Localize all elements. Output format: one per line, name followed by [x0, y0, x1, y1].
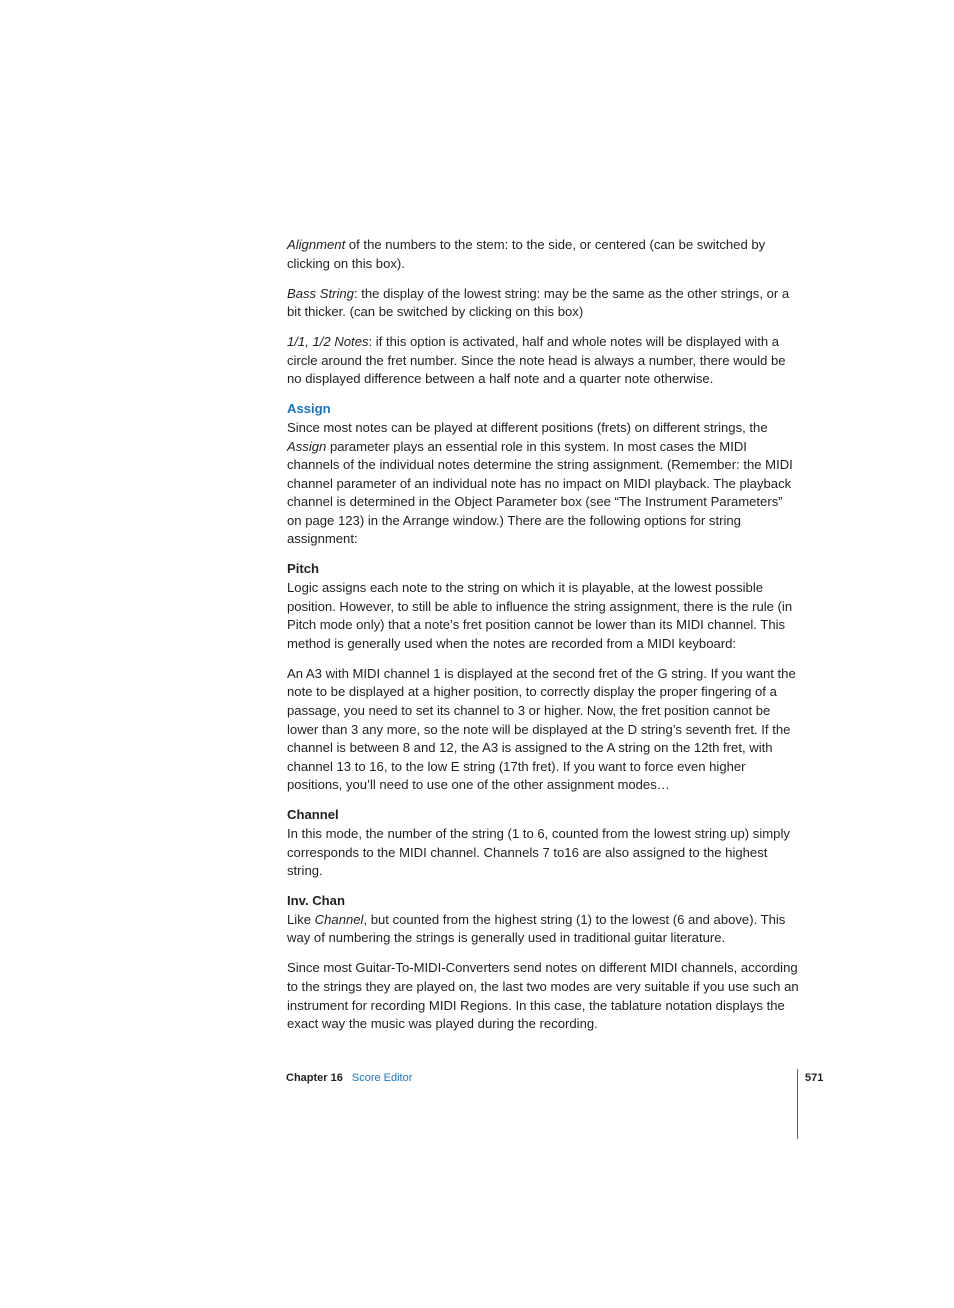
page-divider-rule: [797, 1069, 798, 1139]
alignment-term: Alignment: [287, 237, 346, 252]
inv-chan-text-before: Like: [287, 911, 315, 927]
inv-chan-term: Channel: [314, 911, 364, 927]
inv-chan-text-after: , but counted from the highest string (1) to the lowest (6 and above). This way of numbering the strings is generally used in traditional guitar literature.: [287, 911, 786, 946]
page-footer: [286, 1070, 412, 1086]
chapter-label: Chapter 16: [286, 1072, 343, 1084]
chapter-title: Score Editor: [351, 1072, 413, 1084]
page-number: 571: [805, 1072, 824, 1084]
assign-text-after: parameter plays an essential role in this system. In most cases the MIDI channels of the individual notes determine the string assignment. (Remember: the MIDI channel parameter of an individual note has no impact on MIDI playback. The playback channel is determined in the Object Parameter box (see “The Instrument Parameters” on page 123) in the Arrange window.) There are the following options for string assignment:: [287, 438, 793, 547]
pitch-heading: Pitch: [287, 561, 320, 577]
alignment-paragraph: [287, 236, 799, 273]
channel-paragraph: In this mode, the number of the string (1 to 6, counted from the lowest string up) simply corresponds to the MIDI channel. Channels 7 to16 are also assigned to the highest string.: [287, 825, 790, 879]
notes-paragraph: [287, 333, 799, 389]
alignment-text: of the numbers to the stem: to the side, or centered (can be switched by clicking on this box).: [287, 237, 766, 271]
closing-paragraph: Since most Guitar-To-MIDI-Converters send notes on different MIDI channels, according to the strings they are played on, the last two modes are very suitable if you use such an instrument for recording MIDI Regions. In this case, the tablature notation displays the exact way the music was played during the recording.: [287, 960, 799, 1032]
channel-heading: Channel: [287, 807, 339, 823]
bass-string-paragraph: [287, 285, 799, 322]
assign-paragraph: [287, 419, 799, 549]
inv-chan-heading: Inv. Chan: [287, 893, 345, 909]
assign-term: Assign: [287, 438, 327, 454]
pitch-example-paragraph: An A3 with MIDI channel 1 is displayed at the second fret of the G string. If you want the note to be displayed at a higher position, to correctly display the proper fingering of a passage, you need to set its channel to 3 or higher. Now, the fret position cannot be lower than 3 any more, so the note will be displayed at the D string’s seventh fret. If the channel is between 8 and 12, the A3 is assigned to the A string on the 12th fret, with channel 13 to 16, to the low E string (17th fret). If you want to force even higher positions, you’ll need to use one of the other assignment modes…: [287, 665, 796, 793]
inv-chan-paragraph: [287, 911, 799, 948]
bass-string-text: : the display of the lowest string: may be the same as the other strings, or a bit thicker. (can be switched by clicking on this box): [287, 285, 790, 320]
page-body: [287, 236, 799, 1034]
bass-string-term: Bass String: [287, 285, 354, 301]
pitch-paragraph: Logic assigns each note to the string on which it is playable, at the lowest possible position. However, to still be able to influence the string assignment, there is the rule (in Pitch mode only) that a note’s fret position cannot be lower than its MIDI channel. This method is generally used when the notes are recorded from a MIDI keyboard:: [287, 580, 793, 651]
assign-text-before: Since most notes can be played at different positions (frets) on different strings, the: [287, 419, 768, 435]
assign-heading: Assign: [287, 401, 331, 417]
notes-term: 1/1, 1/2 Notes: [287, 334, 369, 350]
notes-text: : if this option is activated, half and whole notes will be displayed with a circle around the fret number. Since the note head is always a number, there would be no displayed difference between a half note and a quarter note otherwise.: [287, 334, 786, 387]
